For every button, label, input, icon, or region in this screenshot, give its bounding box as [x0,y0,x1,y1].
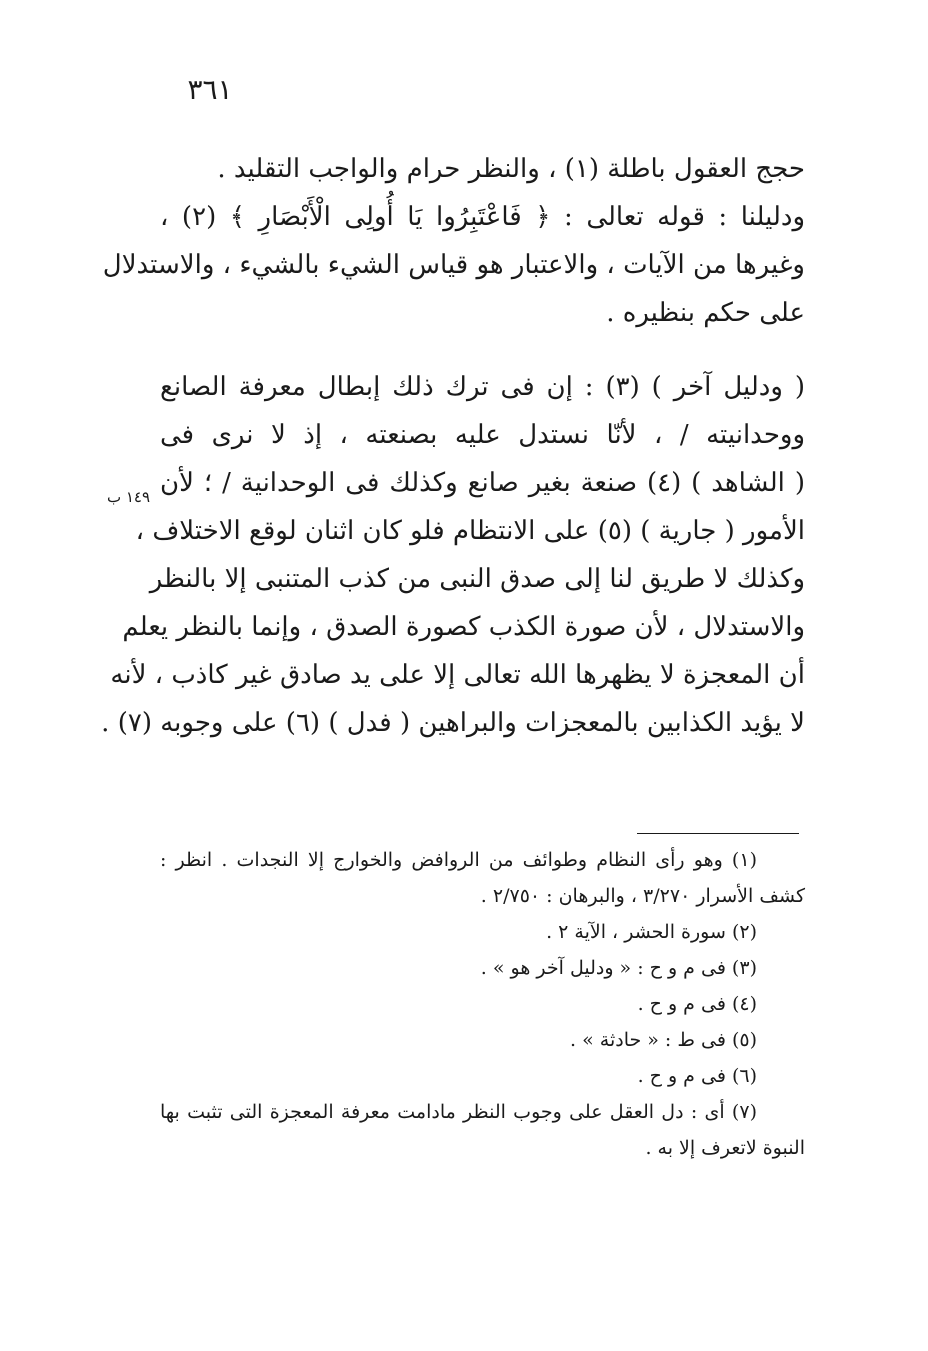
text-line: ( ودليل آخر ) (٣) : إن فى ترك ذلك إبطال معرفة الصانع [160,372,805,402]
text-line: الأمور ( جارية ) (٥) على الانتظام فلو كان اثنان لوقع الاختلاف ، [135,516,805,546]
text-line: والاستدلال ، لأن صورة الكذب كصورة الصدق ، وإنما بالنظر يعلم [122,612,805,642]
footnote-separator [637,833,799,834]
footnote-line: (٥) فى ط : « حادثة » . [570,1029,757,1051]
footnote-line: (٣) فى م و ح : « ودليل آخر هو » . [480,957,757,979]
text-line: حجج العقول باطلة (١) ، والنظر حرام والواجب التقليد . [217,154,805,184]
footnote-line: (١) وهو رأى النظام وطوائف من الروافض والخوارج إلا النجدات . انظر : [160,849,757,871]
text-line: ودليلنا : قوله تعالى : ﴿ فَاعْتَبِرُوا يَا أُولِى الْأَبْصَارِ ﴾ (٢) ، [160,202,806,232]
text-line: ووحدانيته / ، لأنّا نستدل عليه بصنعته ، إذ لا نرى فى [160,420,805,450]
paragraph-gap [160,337,805,363]
footnote-line: (٤) فى م و ح . [637,993,757,1015]
footnotes [160,842,805,1166]
text-line: على حكم بنظيره . [606,298,805,328]
footnote-line: (٧) أى : دل العقل على وجوب النظر مادامت معرفة المعجزة التى تثبت بها [160,1101,757,1123]
footnote-line: (٢) سورة الحشر ، الآية ٢ . [546,921,757,943]
text-line: وكذلك لا طريق لنا إلى صدق النبى من كذب المتنبى إلا بالنظر [149,564,805,594]
margin-folio-note: ١٤٩ ب [106,488,150,506]
footnote-line: النبوة لاتعرف إلا به . [645,1137,805,1159]
page-number: ٣٦١ [187,73,233,106]
footnote-line: كشف الأسرار ٣/٢٧٠ ، والبرهان : ٢/٧٥٠ . [480,885,805,907]
text-line: ( الشاهد ) (٤) صنعة بغير صانع وكذلك فى الوحدانية / ؛ لأن [160,468,805,498]
text-line: لا يؤيد الكذابين بالمعجزات والبراهين ( فدل ) (٦) على وجوبه (٧) . [101,708,805,738]
footnote-line: (٦) فى م و ح . [637,1065,757,1087]
text-line: وغيرها من الآيات ، والاعتبار هو قياس الشيء بالشيء ، والاستدلال [102,250,805,280]
text-line: أن المعجزة لا يظهرها الله تعالى إلا على يد صادق غير كاذب ، لأنه [110,660,805,690]
